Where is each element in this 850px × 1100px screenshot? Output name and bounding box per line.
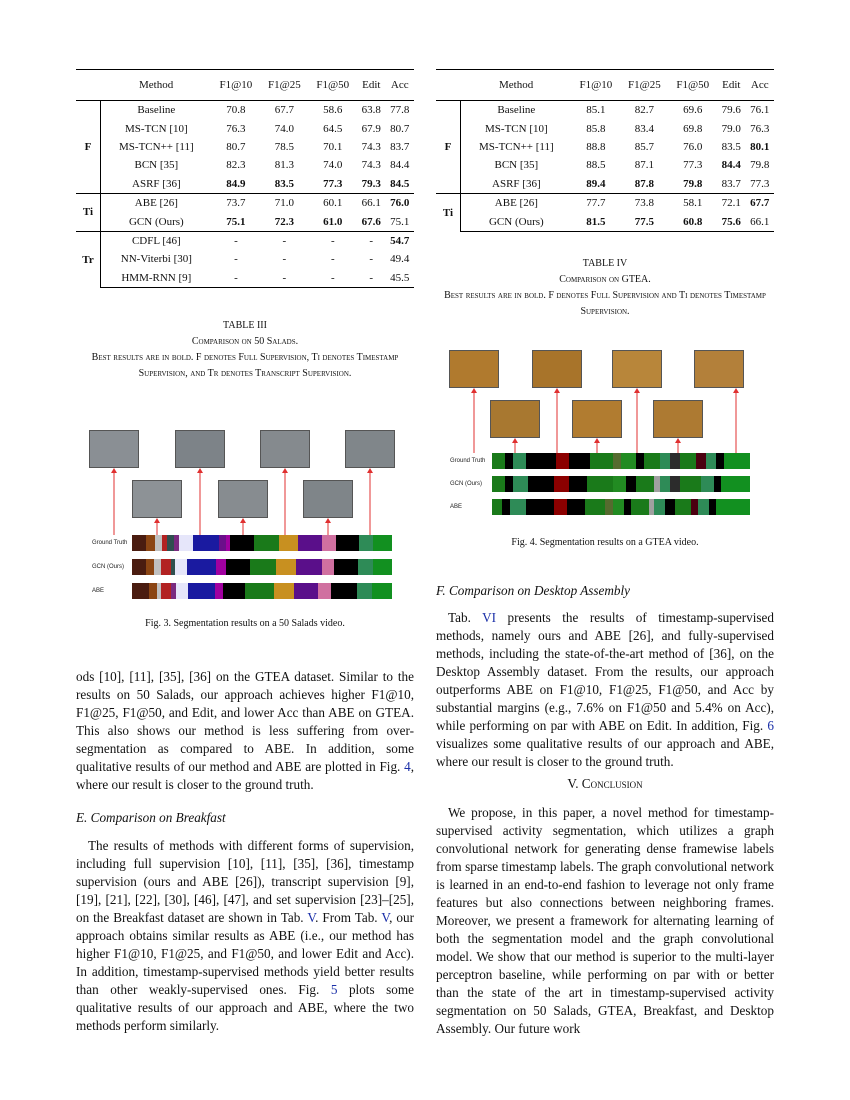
segment: [554, 499, 567, 515]
column-header: Edit: [357, 70, 385, 101]
segment: [513, 453, 526, 469]
segment: [187, 559, 216, 575]
segment: [526, 499, 554, 515]
column-header: Acc: [746, 70, 775, 101]
value-cell: 58.1: [669, 193, 717, 212]
value-cell: 63.8: [361, 104, 381, 117]
value-cell: 67.7: [274, 104, 294, 117]
segment: [279, 535, 298, 551]
column-header: Edit: [717, 70, 745, 101]
value-cell: -: [212, 269, 260, 288]
column-header: F1@25: [260, 70, 308, 101]
segment: [724, 453, 750, 469]
segment: [670, 476, 680, 492]
segmentation-bar: [132, 559, 392, 575]
segment: [714, 476, 722, 492]
value-cell: 82.3: [226, 159, 246, 172]
column-header: F1@25: [620, 70, 668, 101]
segment: [613, 453, 621, 469]
segment: [216, 559, 226, 575]
value-cell: 64.5: [323, 122, 343, 135]
value-cell: 81.5: [572, 212, 620, 231]
table4-title: Comparison on GTEA.: [559, 274, 651, 285]
value-cell: 85.1: [586, 104, 606, 117]
column-header: Method: [101, 70, 212, 101]
table4-text: Best results are in bold. F denotes Full Supervision and Ti denotes Timestamp Supervision.: [444, 290, 766, 317]
segment: [696, 453, 706, 469]
segmentation-bar: [492, 453, 750, 469]
value-cell: 85.8: [586, 122, 606, 135]
bar-label: ABE: [450, 504, 463, 510]
method-cell: GCN (Ours): [128, 215, 184, 228]
segment: [336, 535, 359, 551]
table-gtea: [436, 69, 774, 232]
table-row: [436, 193, 774, 212]
left-p2-a: The results of methods with different forms of supervision, including full supervision [10], [11], [35], [36], timestamp supervision (ours and ABE [26]), transcript supervision [9], [19], [21], [22], [30], [46], [47], and set supervision [23]–[25], on the Breakfast dataset are shown in Tab.: [76, 838, 414, 925]
segment: [373, 535, 392, 551]
value-cell: 45.5: [386, 269, 415, 288]
table-row: [436, 119, 774, 137]
bar-label: GCN (Ours): [450, 481, 482, 487]
segment: [510, 499, 525, 515]
value-cell: 75.1: [226, 215, 246, 228]
method-cell: Baseline: [497, 104, 536, 117]
table-header-row: [436, 70, 774, 101]
column-header: F1@10: [572, 70, 620, 101]
segment: [626, 476, 636, 492]
value-cell: 81.3: [274, 159, 294, 172]
segment: [505, 476, 513, 492]
fig5-ref-link[interactable]: 5: [330, 982, 338, 997]
segment: [132, 583, 149, 599]
segment: [613, 499, 623, 515]
section-f-title: F. Comparison on Desktop Assembly: [436, 583, 631, 598]
segment: [322, 559, 334, 575]
segment: [294, 583, 319, 599]
segment: [154, 559, 161, 575]
table-row: [76, 212, 414, 231]
segment: [556, 453, 569, 469]
value-cell: 83.7: [390, 140, 410, 153]
value-cell: 77.3: [750, 177, 770, 190]
segment: [505, 453, 513, 469]
value-cell: 60.8: [669, 212, 717, 231]
table-row: [76, 156, 414, 174]
segment: [569, 476, 587, 492]
left-p2-d: plots some qualitative results of our approach and ABE, where the two methods perform similarly.: [76, 982, 414, 1033]
value-cell: 74.0: [323, 159, 343, 172]
value-cell: -: [330, 253, 335, 266]
table3-text: Best results are in bold. F denotes Full Supervision, Ti denotes Timestamp Supervision, and Tr denotes Transcript Supervision.: [91, 352, 399, 379]
right-p1-b: presents the results of timestamp-supervised methods, namely ours and ABE [26], and fully-supervised methods, including the state-of-the-art method of [36], on the Desktop Assembly dataset. From the results, our approach outperforms ABE on F1@10, F1@25, F1@50, and Acc by substantial margins (e.g., 7.6% on F1@50 and 5.4% on Acc), while performing on par with ABE on Edit. In addition, Fig.: [436, 610, 774, 733]
value-cell: 89.4: [586, 177, 606, 190]
segment: [245, 583, 274, 599]
value-cell: 72.3: [274, 215, 294, 228]
segment: [502, 499, 510, 515]
right-p1-a: Tab.: [448, 610, 483, 625]
segment: [318, 583, 330, 599]
value-cell: 76.0: [386, 193, 415, 212]
table-row: [436, 212, 774, 231]
segment: [585, 499, 606, 515]
column-header: F1@10: [212, 70, 260, 101]
value-cell: -: [309, 231, 357, 250]
value-cell: 69.6: [683, 104, 703, 117]
segment: [709, 499, 717, 515]
group-label: F: [76, 101, 101, 194]
value-cell: 77.5: [620, 212, 668, 231]
segment: [680, 453, 695, 469]
value-cell: 72.1: [717, 193, 745, 212]
column-header: F1@50: [309, 70, 357, 101]
value-cell: -: [260, 231, 308, 250]
method-cell: GCN (Ours): [461, 212, 572, 231]
value-cell: 60.1: [309, 193, 357, 212]
value-cell: 79.8: [683, 177, 703, 190]
right-paragraph-2: [436, 804, 774, 1038]
bar-label: Ground Truth: [92, 540, 128, 546]
left-p2-c: , our approach obtains similar results as ABE (i.e., our method has higher F1@10, F1@25, and F1@50, and lower Edit and Acc). In addition, timestamp-supervised methods yield better results than other weakly-supervised ones. Fig.: [76, 910, 414, 997]
value-cell: 82.7: [634, 104, 654, 117]
segment: [492, 476, 505, 492]
table-row: [76, 119, 414, 137]
segment: [660, 476, 670, 492]
value-cell: 78.5: [274, 140, 294, 153]
segment: [636, 453, 644, 469]
segment: [716, 499, 750, 515]
table3-caption: [76, 318, 414, 382]
value-cell: 80.7: [226, 140, 246, 153]
value-cell: 75.1: [390, 215, 410, 228]
value-cell: 88.8: [586, 140, 606, 153]
value-cell: -: [234, 253, 238, 266]
segment: [254, 535, 280, 551]
segment: [654, 499, 664, 515]
segment: [691, 499, 699, 515]
segment: [526, 453, 557, 469]
segment: [631, 499, 649, 515]
value-cell: 80.1: [750, 140, 770, 153]
segment: [132, 559, 146, 575]
method-cell: BCN [35]: [134, 159, 179, 172]
fig4-caption: Fig. 4. Segmentation results on a GTEA video.: [511, 537, 699, 548]
segmentation-bar: [132, 535, 392, 551]
value-cell: 77.7: [572, 193, 620, 212]
value-cell: 67.6: [361, 215, 381, 228]
value-cell: 84.9: [226, 177, 246, 190]
segment: [146, 535, 155, 551]
segment: [358, 559, 372, 575]
table3-label: TABLE III: [223, 320, 267, 331]
value-cell: 85.7: [634, 140, 654, 153]
tab6-ref-link[interactable]: VI: [482, 610, 497, 625]
table-row: [76, 193, 414, 212]
segment: [179, 535, 193, 551]
value-cell: 67.7: [746, 193, 775, 212]
table-50-salads: [76, 69, 414, 288]
segment: [590, 453, 613, 469]
value-cell: -: [282, 253, 287, 266]
segment: [492, 499, 502, 515]
segment: [161, 583, 171, 599]
segment: [372, 583, 392, 599]
method-cell: MS-TCN [10]: [485, 122, 548, 135]
segment: [621, 453, 636, 469]
value-cell: 84.5: [390, 177, 410, 190]
table-row: [436, 175, 774, 194]
segment: [230, 535, 253, 551]
method-cell: ABE [26]: [461, 193, 572, 212]
right-paragraph-1: [436, 609, 774, 771]
right-p2-text: We propose, in this paper, a novel method for timestamp-supervised activity segmentation, which utilizes a graph convolutional network for generating dense framewise labels from sparse timestamp labels. The graph convolutional network is learned in an end-to-end fashion to leverage not only frame features but also connections between neighboring frames. Moreover, we present a framework for alternating learning of both the segmentation model and the graph convolutional model. We show that our method is superior to the multi-layer perceptron baseline, while performing on par with or better than the state of the art in timestamp-supervised activity segmentation on 50 Salads, GTEA, Breakfast, and Desktop Assembly. Our future work: [436, 805, 774, 1036]
method-cell: MS-TCN++ [11]: [119, 140, 194, 153]
value-cell: -: [357, 269, 385, 288]
method-cell: Baseline: [137, 104, 176, 117]
segment: [250, 559, 276, 575]
segment: [132, 535, 146, 551]
figure-3: [76, 425, 414, 615]
value-cell: 54.7: [386, 231, 415, 250]
fig3-caption: Fig. 3. Segmentation results on a 50 Salads video.: [145, 618, 345, 629]
fig6-ref-link[interactable]: 6: [767, 718, 774, 733]
value-cell: 79.0: [721, 122, 741, 135]
value-cell: -: [260, 269, 308, 288]
value-cell: 84.4: [721, 159, 741, 172]
column-header: F1@50: [669, 70, 717, 101]
table-header-row: [76, 70, 414, 101]
segment: [334, 559, 358, 575]
value-cell: 84.4: [390, 159, 410, 172]
segment: [359, 535, 373, 551]
value-cell: -: [369, 253, 374, 266]
segment: [636, 476, 654, 492]
value-cell: 71.0: [260, 193, 308, 212]
left-p1-end: , where our result is closer to the ground truth.: [76, 759, 414, 792]
bar-label: Ground Truth: [450, 458, 486, 464]
left-p2-b: . From Tab.: [315, 910, 382, 925]
segment: [149, 583, 156, 599]
segment: [644, 453, 659, 469]
value-cell: 70.1: [323, 140, 343, 153]
table4-label: TABLE IV: [582, 258, 628, 269]
value-cell: 83.7: [721, 177, 741, 190]
table4-caption: [436, 256, 774, 320]
value-cell: 73.8: [620, 193, 668, 212]
method-cell: MS-TCN++ [11]: [479, 140, 554, 153]
value-cell: 83.4: [634, 122, 654, 135]
bar-label: GCN (Ours): [92, 564, 124, 570]
value-cell: -: [212, 231, 260, 250]
segment: [373, 559, 392, 575]
method-cell: NN-Viterbi [30]: [120, 253, 192, 266]
value-cell: 70.8: [226, 104, 246, 117]
segment: [716, 453, 724, 469]
segment: [146, 559, 153, 575]
segment: [660, 453, 670, 469]
group-label: Ti: [436, 193, 461, 231]
section-v-title: V. Conclusion: [567, 776, 643, 791]
value-cell: 67.9: [361, 122, 381, 135]
value-cell: 79.8: [750, 159, 770, 172]
segment: [701, 476, 714, 492]
left-p1-text: ods [10], [11], [35], [36] on the GTEA dataset. Similar to the results on 50 Salads, our approach achieves higher F1@10, F1@25, F1@50, and Edit, and lower Acc than ABE on GTEA. This also shows our method is less suffering from over-segmentation as compared to ABE. In addition, some qualitative results of our method and ABE are plotted in Fig.: [76, 669, 414, 774]
segment: [215, 583, 222, 599]
segment: [613, 476, 626, 492]
segment: [721, 476, 749, 492]
segmentation-bar: [492, 476, 750, 492]
table-row: [76, 269, 414, 288]
segment: [680, 476, 701, 492]
value-cell: 73.7: [212, 193, 260, 212]
segment: [274, 583, 294, 599]
value-cell: 58.6: [323, 104, 343, 117]
group-label: F: [436, 101, 461, 194]
table-row: [436, 101, 774, 120]
figure-4: [436, 345, 774, 525]
value-cell: 74.3: [361, 140, 381, 153]
method-cell: MS-TCN [10]: [125, 122, 188, 135]
value-cell: 74.0: [274, 122, 294, 135]
value-cell: 76.1: [750, 104, 770, 117]
right-p1-c: visualizes some qualitative results of our approach and ABE, where our result is closer to the ground truth.: [436, 736, 774, 769]
value-cell: 88.5: [586, 159, 606, 172]
segment: [276, 559, 295, 575]
segment: [698, 499, 708, 515]
value-cell: 75.6: [717, 212, 745, 231]
value-cell: 87.1: [634, 159, 654, 172]
value-cell: 66.1: [746, 212, 775, 231]
segment: [188, 583, 215, 599]
value-cell: 79.3: [361, 177, 381, 190]
bar-label: ABE: [92, 588, 105, 594]
segmentation-bar: [132, 583, 392, 599]
segmentation-bar: [492, 499, 750, 515]
method-cell: ABE [26]: [101, 193, 212, 212]
value-cell: 80.7: [390, 122, 410, 135]
table-row: [76, 101, 414, 120]
table-row: [76, 138, 414, 156]
method-cell: BCN [35]: [494, 159, 539, 172]
segment: [175, 559, 187, 575]
segment: [670, 453, 680, 469]
group-label: Tr: [76, 231, 101, 287]
timestamp-arrows: [436, 345, 774, 525]
segment: [624, 499, 632, 515]
segment: [176, 583, 188, 599]
value-cell: -: [357, 231, 385, 250]
section-e-title: E. Comparison on Breakfast: [76, 810, 226, 825]
value-cell: 83.5: [721, 140, 741, 153]
segment: [223, 583, 245, 599]
segment: [296, 559, 322, 575]
table-row: [76, 175, 414, 194]
group-label: Ti: [76, 193, 101, 231]
segment: [298, 535, 321, 551]
segment: [513, 476, 528, 492]
segment: [357, 583, 372, 599]
segment: [161, 559, 171, 575]
value-cell: 77.3: [323, 177, 343, 190]
value-cell: 83.5: [274, 177, 294, 190]
segment: [665, 499, 675, 515]
table3-title: Comparison on 50 Salads.: [191, 336, 299, 347]
value-cell: 74.3: [361, 159, 381, 172]
method-cell: HMM-RNN [9]: [101, 269, 212, 288]
table-row: [76, 250, 414, 268]
fig4-ref-link[interactable]: 4: [404, 759, 411, 774]
method-cell: CDFL [46]: [101, 231, 212, 250]
segment: [193, 535, 219, 551]
value-cell: 69.8: [683, 122, 703, 135]
segment: [167, 535, 174, 551]
value-cell: 61.0: [323, 215, 343, 228]
segment: [322, 535, 336, 551]
segment: [675, 499, 690, 515]
value-cell: 77.8: [390, 104, 410, 117]
method-cell: ASRF [36]: [132, 177, 181, 190]
value-cell: 77.3: [683, 159, 703, 172]
segment: [226, 559, 250, 575]
segment: [706, 453, 716, 469]
method-cell: ASRF [36]: [492, 177, 541, 190]
segment: [331, 583, 358, 599]
table-row: [76, 231, 414, 250]
value-cell: 49.4: [390, 253, 410, 266]
tab5-ref-link[interactable]: V: [307, 910, 316, 925]
column-header: Acc: [386, 70, 415, 101]
segment: [567, 499, 585, 515]
value-cell: 87.8: [634, 177, 654, 190]
segment: [528, 476, 554, 492]
segment: [155, 535, 162, 551]
table-row: [436, 138, 774, 156]
value-cell: -: [309, 269, 357, 288]
segment: [554, 476, 569, 492]
table-row: [436, 156, 774, 174]
segment: [492, 453, 505, 469]
segment: [587, 476, 613, 492]
value-cell: 79.6: [721, 104, 741, 117]
segment: [605, 499, 613, 515]
left-paragraph-2: [76, 837, 414, 1035]
tab5-ref-link-2[interactable]: V: [381, 910, 390, 925]
value-cell: 76.3: [750, 122, 770, 135]
segment: [219, 535, 226, 551]
column-header: Method: [461, 70, 572, 101]
left-paragraph-1: [76, 668, 414, 794]
value-cell: 76.0: [683, 140, 703, 153]
value-cell: 76.3: [226, 122, 246, 135]
value-cell: 66.1: [357, 193, 385, 212]
segment: [569, 453, 590, 469]
